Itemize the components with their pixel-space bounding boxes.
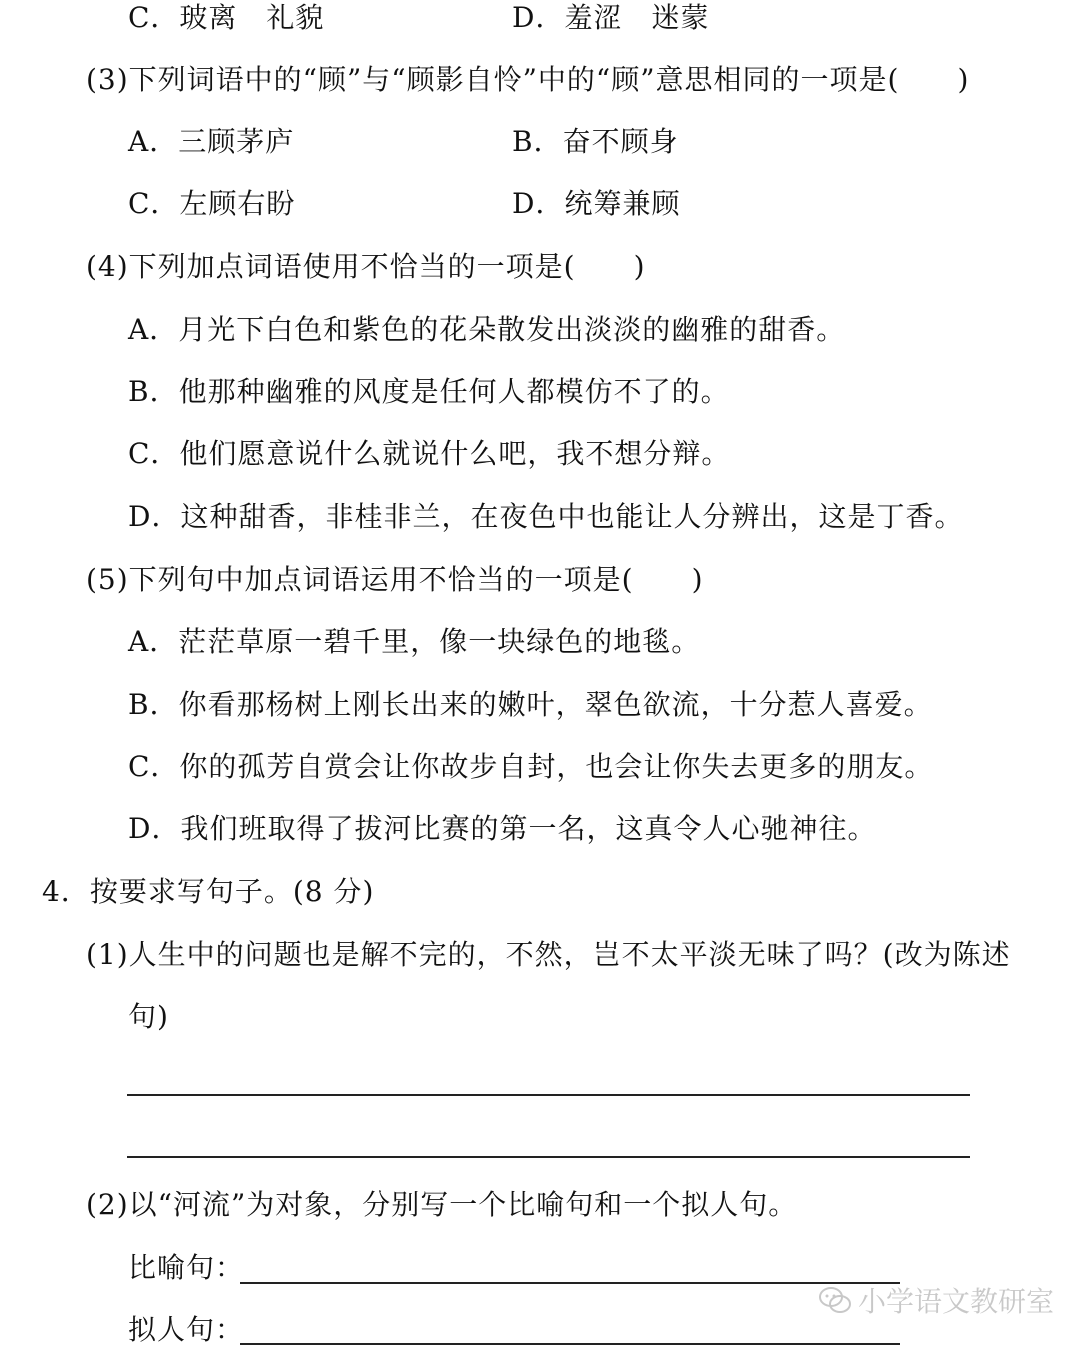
q3-option-a: A．三顾茅庐: [128, 125, 295, 158]
q4-stem: (4)下列加点词语使用不恰当的一项是( ): [86, 250, 646, 283]
q4-option-c: C．他们愿意说什么就说什么吧，我不想分辩。: [128, 437, 731, 470]
q5-option-d: D．我们班取得了拔河比赛的第一名，这真令人心驰神往。: [128, 812, 877, 845]
q5-option-c: C．你的孤芳自赏会让你故步自封，也会让你失去更多的朋友。: [128, 750, 934, 783]
metaphor-answer-line[interactable]: [240, 1282, 900, 1284]
q4-option-b: B．他那种幽雅的风度是任何人都模仿不了的。: [128, 375, 730, 408]
q3-option-d: D．统筹兼顾: [512, 187, 681, 220]
q5-option-b: B．你看那杨树上刚长出来的嫩叶，翠色欲流，十分惹人喜爱。: [128, 688, 933, 721]
q3-stem: (3)下列词语中的“顾”与“顾影自怜”中的“顾”意思相同的一项是( ): [86, 63, 970, 96]
watermark: [818, 1280, 1054, 1320]
q2-option-d: D．羞涩 迷蒙: [512, 1, 710, 34]
q4-option-a: A．月光下白色和紫色的花朵散发出淡淡的幽雅的甜香。: [128, 313, 846, 346]
section-4-item-2-stem: (2)以“河流”为对象，分别写一个比喻句和一个拟人句。: [86, 1188, 798, 1221]
q5-stem: (5)下列句中加点词语运用不恰当的一项是( ): [86, 563, 704, 596]
q2-option-c: C．玻离 礼貌: [128, 1, 325, 34]
wechat-icon: [818, 1285, 852, 1315]
personification-label: 拟人句：: [128, 1313, 245, 1346]
q5-option-a: A．茫茫草原一碧千里，像一块绿色的地毯。: [128, 625, 701, 658]
section-4-item-1-line-2: 句): [128, 1000, 169, 1033]
section-4-heading: 4．按要求写句子。(8 分): [42, 875, 375, 908]
personification-answer-line[interactable]: [240, 1343, 900, 1345]
answer-line-1[interactable]: [127, 1094, 970, 1096]
watermark-text: 小学语文教研室: [858, 1285, 1055, 1318]
q4-option-d: D．这种甜香，非桂非兰，在夜色中也能让人分辨出，这是丁香。: [128, 500, 964, 533]
q3-option-b: B．奋不顾身: [512, 125, 679, 158]
answer-line-2[interactable]: [127, 1156, 970, 1158]
metaphor-label: 比喻句：: [128, 1251, 245, 1284]
q3-option-c: C．左顾右盼: [128, 187, 296, 220]
section-4-item-1-line-1: (1)人生中的问题也是解不完的，不然，岂不太平淡无味了吗？(改为陈述: [86, 938, 1011, 971]
